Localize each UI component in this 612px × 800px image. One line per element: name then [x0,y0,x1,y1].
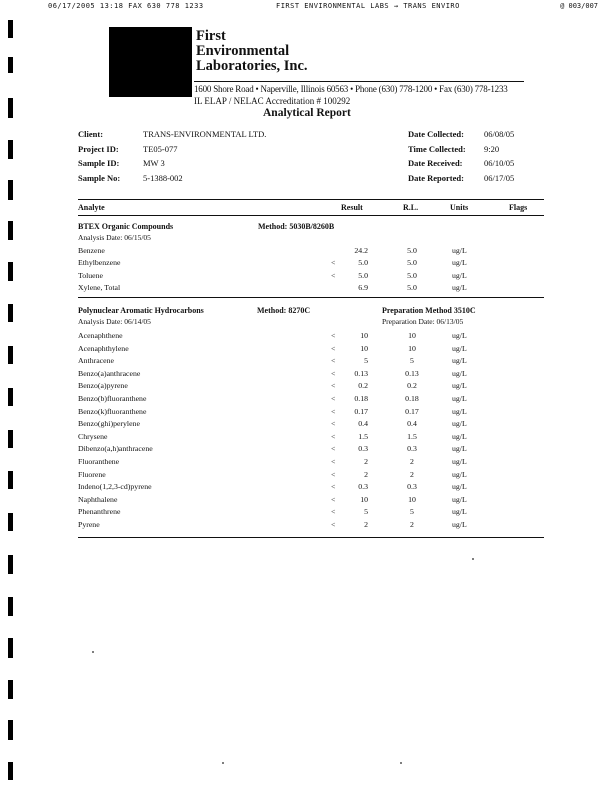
result-value: 6.9 [358,283,368,293]
result-value: 0.3 [358,444,368,454]
table-top-rule [78,199,544,200]
analyte-name: Dibenzo(a,h)anthracene [78,444,153,454]
result-value: 0.2 [358,381,368,391]
qualifier: < [331,331,336,340]
date-received-value: 06/10/05 [484,158,515,168]
analyte-name: Benzo(a)anthracene [78,368,141,378]
units-value: ug/L [452,482,467,492]
units-value: ug/L [452,258,467,268]
lab-name: First Environmental Laboratories, Inc. [196,28,308,74]
table-row [78,246,538,258]
qualifier: < [331,520,336,529]
sample-id-value: MW 3 [143,158,165,168]
units-value: ug/L [452,406,467,416]
table-row [78,271,538,283]
table-row [78,482,538,494]
units-value: ug/L [452,469,467,479]
result-value: 2 [364,469,368,479]
qualifier: < [331,381,336,391]
result-value: 0.3 [358,482,368,492]
rl-value: 0.3 [407,444,417,454]
units-value: ug/L [452,270,467,280]
rl-value: 5 [410,507,414,517]
analyte-name: Benzo(a)pyrene [78,381,128,391]
fax-header-middle: FIRST ENVIRONMENTAL LABS → TRANS ENVIRO [276,2,460,10]
sample-no-value: 5-1388-002 [143,173,183,183]
col-result: Result [341,203,363,212]
client-label: Client: [78,129,104,139]
analyte-name: Anthracene [78,356,114,366]
qualifier: < [331,343,336,353]
units-value: ug/L [452,431,467,441]
result-value: 5 [364,356,368,366]
analyte-name: Acenaphthene [78,331,123,340]
analyte-name: Benzene [78,246,105,255]
units-value: ug/L [452,368,467,378]
table-row [78,381,538,393]
table-row [78,507,538,519]
col-units: Units [450,203,469,212]
rl-value: 1.5 [407,431,417,441]
qualifier: < [331,457,336,466]
lab-address: 1600 Shore Road • Naperville, Illinois 60563 • Phone (630) 778-1200 • Fax (630) 778-1233 [194,84,508,94]
analyte-name: Indeno(1,2,3-cd)pyrene [78,482,152,492]
result-value: 5 [364,507,368,517]
table-row [78,331,538,343]
analyte-name: Xylene, Total [78,283,121,293]
pah-prep-date: Preparation Date: 06/13/05 [382,317,464,326]
table-row [78,457,538,469]
units-value: ug/L [452,343,467,353]
analyte-name: Naphthalene [78,494,118,504]
letterhead-rule [194,81,524,82]
table-row [78,470,538,482]
qualifier: < [331,406,336,416]
date-collected-label: Date Collected: [408,129,464,139]
rl-value: 0.13 [405,368,419,378]
rl-value: 2 [410,469,414,479]
rl-value: 0.18 [405,394,419,403]
rl-value: 5.0 [407,258,417,268]
qualifier: < [331,258,336,268]
result-value: 10 [360,331,368,340]
result-value: 5.0 [358,270,368,280]
rl-value: 5.0 [407,270,417,280]
units-value: ug/L [452,444,467,454]
pah-method: Method: 8270C [257,306,311,315]
result-value: 0.13 [354,368,368,378]
scan-speck [222,762,224,764]
rl-value: 0.17 [405,406,419,416]
analyte-name: Toluene [78,270,104,280]
rl-value: 2 [410,457,414,466]
pah-prep-method: Preparation Method 3510C [382,306,476,315]
table-row [78,407,538,419]
lab-logo [109,27,192,97]
qualifier: < [331,482,336,492]
analyte-name: Fluoranthene [78,457,120,466]
pah-title: Polynuclear Aromatic Hydrocarbons [78,306,204,315]
units-value: ug/L [452,331,467,340]
date-reported-label: Date Reported: [408,173,464,183]
result-value: 0.4 [358,419,368,429]
result-value: 0.18 [354,394,368,403]
result-value: 24.2 [354,246,368,255]
table-row [78,520,538,532]
result-value: 10 [360,494,368,504]
units-value: ug/L [452,381,467,391]
units-value: ug/L [452,507,467,517]
result-value: 5.0 [358,258,368,268]
analyte-name: Phenanthrene [78,507,121,517]
rl-value: 5 [410,356,414,366]
rl-value: 5.0 [407,283,417,293]
result-value: 2 [364,520,368,529]
btex-analysis-date: Analysis Date: 06/15/05 [78,233,151,242]
btex-title: BTEX Organic Compounds [78,222,174,231]
col-analyte: Analyte [78,203,105,212]
units-value: ug/L [452,419,467,429]
rl-value: 10 [408,343,416,353]
analyte-name: Pyrene [78,520,100,529]
sample-id-label: Sample ID: [78,158,120,168]
qualifier: < [331,444,336,454]
analyte-name: Chrysene [78,431,108,441]
rl-value: 10 [408,494,416,504]
fax-page-number: @ 003/007 [560,2,598,10]
table-header-rule [78,215,544,216]
table-row [78,419,538,431]
qualifier: < [331,394,336,403]
date-received-label: Date Received: [408,158,463,168]
result-value: 0.17 [354,406,368,416]
time-collected-value: 9:20 [484,144,500,154]
table-row [78,344,538,356]
project-label: Project ID: [78,144,119,154]
analyte-name: Fluorene [78,469,106,479]
analyte-name: Ethylbenzene [78,258,121,268]
result-value: 1.5 [358,431,368,441]
rl-value: 5.0 [407,246,417,255]
scan-speck [472,558,474,560]
table-row [78,356,538,368]
analyte-name: Acenaphthylene [78,343,129,353]
table-row [78,394,538,406]
table-row [78,444,538,456]
result-value: 10 [360,343,368,353]
btex-method: Method: 5030B/8260B [258,222,335,231]
qualifier: < [331,507,336,517]
table-row [78,495,538,507]
analyte-name: Benzo(ghi)perylene [78,419,140,429]
scan-speck [92,651,94,653]
qualifier: < [331,431,336,441]
date-collected-value: 06/08/05 [484,129,515,139]
qualifier: < [331,356,336,366]
units-value: ug/L [452,457,467,466]
col-rl: R.L. [403,203,419,212]
qualifier: < [331,494,336,504]
btex-end-rule [78,297,544,298]
units-value: ug/L [452,394,467,403]
table-row [78,258,538,270]
report-title: Analytical Report [263,107,351,119]
table-row [78,283,538,295]
units-value: ug/L [452,283,467,293]
rl-value: 0.2 [407,381,417,391]
rl-value: 0.4 [407,419,417,429]
sample-no-label: Sample No: [78,173,121,183]
units-value: ug/L [452,246,467,255]
units-value: ug/L [452,356,467,366]
fax-header-left: 06/17/2005 13:18 FAX 630 778 1233 [48,2,204,10]
result-value: 2 [364,457,368,466]
client-value: TRANS-ENVIRONMENTAL LTD. [143,129,267,139]
units-value: ug/L [452,494,467,504]
analyte-name: Benzo(b)fluoranthene [78,394,147,403]
qualifier: < [331,419,336,429]
scan-speck [400,762,402,764]
qualifier: < [331,368,336,378]
rl-value: 2 [410,520,414,529]
units-value: ug/L [452,520,467,529]
date-reported-value: 06/17/05 [484,173,515,183]
table-row [78,369,538,381]
pah-analysis-date: Analysis Date: 06/14/05 [78,317,151,326]
time-collected-label: Time Collected: [408,144,466,154]
lab-accreditation: IL ELAP / NELAC Accreditation # 100292 [194,96,351,106]
col-flags: Flags [509,203,528,212]
rl-value: 0.3 [407,482,417,492]
project-value: TE05-077 [143,144,178,154]
rl-value: 10 [408,331,416,340]
qualifier: < [331,469,336,479]
analyte-name: Benzo(k)fluoranthene [78,406,147,416]
table-bottom-rule [78,537,544,538]
table-row [78,432,538,444]
qualifier: < [331,270,336,280]
